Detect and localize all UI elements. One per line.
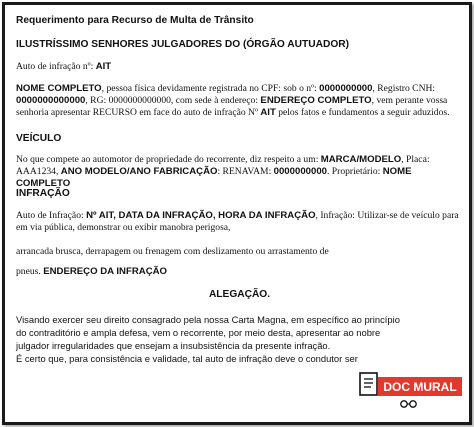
model-field: MARCA/MODELO: [320, 154, 402, 165]
address-field: ENDEREÇO COMPLETO: [260, 95, 372, 106]
auto-infracao-line: [16, 61, 111, 73]
auto-label: Auto de infração nº:: [16, 61, 96, 72]
allegation-line-3: julgador irregularidades que ensejam a insubsistência da presente infração.: [16, 340, 331, 351]
paragraph-identification: NOME COMPLETO, pessoa física devidamente registrada no CPF: sob o nº: 0000000000, Registro CNH: 0000000000000, RG: 0000000000000, com sede à endereço: ENDEREÇO COMPLETO, vem perante vossa senhoria apresentar RECURSO em face do auto de infração Nº AIT pelos fatos e fundamentos a seguir aduzidos.: [16, 83, 450, 118]
allegation-heading: ALEGAÇÃO.: [208, 289, 271, 300]
document-icon: [356, 367, 466, 411]
infraction-line-3: pneus. ENDEREÇO DA INFRAÇÃO: [16, 266, 168, 277]
name-field: NOME COMPLETO: [16, 83, 102, 94]
infraction-heading: INFRAÇÃO: [16, 188, 70, 199]
vehicle-heading: VEÍCULO: [16, 133, 62, 144]
owner-field: NOME COMPLETO: [16, 166, 412, 189]
year-field: ANO MODELO/ANO FABRICAÇÃO: [60, 166, 218, 177]
paragraph-infraction: Auto de Infração: Nº AIT, DATA DA INFRAÇÃO, HORA DA INFRAÇÃO, Infração: Utilizar-se de veículo para em via pública, demonstrar ou exibir manobra perigosa,: [16, 210, 459, 233]
infraction-ait-field: Nº AIT, DATA DA INFRAÇÃO, HORA DA INFRAÇÃO: [86, 210, 316, 221]
infraction-address-field: ENDEREÇO DA INFRAÇÃO: [43, 266, 168, 277]
logo-text: DOC MURAL: [383, 380, 457, 394]
cpf-field: 0000000000: [319, 83, 373, 94]
doc-mural-logo: [356, 367, 466, 411]
ait-field: AIT: [260, 107, 276, 118]
allegation-line-1: Visando exercer seu direito consagrado pela nossa Carta Magna, em específico ao princípio: [16, 314, 400, 325]
document-frame: [2, 2, 472, 425]
infraction-line-2: arrancada brusca, derrapagem ou frenagem com deslizamento ou arrastamento de: [16, 246, 329, 257]
paragraph-vehicle: No que compete ao automotor de propriedade do recorrente, diz respeito a um: MARCA/MODELO, Placa: AAA1234, ANO MODELO/ANO FABRICAÇÃO: RENAVAM: 0000000000. Proprietário: NOME COMPLETO: [16, 154, 430, 189]
renavam-field: 0000000000: [273, 166, 327, 177]
salutation: ILUSTRÍSSIMO SENHORES JULGADORES DO (ÓRGÃO AUTUADOR): [16, 39, 349, 50]
glasses-icon: [401, 401, 416, 407]
auto-value: AIT: [95, 61, 112, 72]
cnh-field: 0000000000000: [16, 95, 86, 106]
document-title: Requerimento para Recurso de Multa de Trânsito: [16, 15, 254, 26]
allegation-line-4: É certo que, para consistência e validade, tal auto de infração deve o condutor ser: [16, 353, 358, 364]
allegation-line-2: do contraditório e ampla defesa, vem o recorrente, por meio desta, apresentar ao nobre: [16, 327, 381, 338]
